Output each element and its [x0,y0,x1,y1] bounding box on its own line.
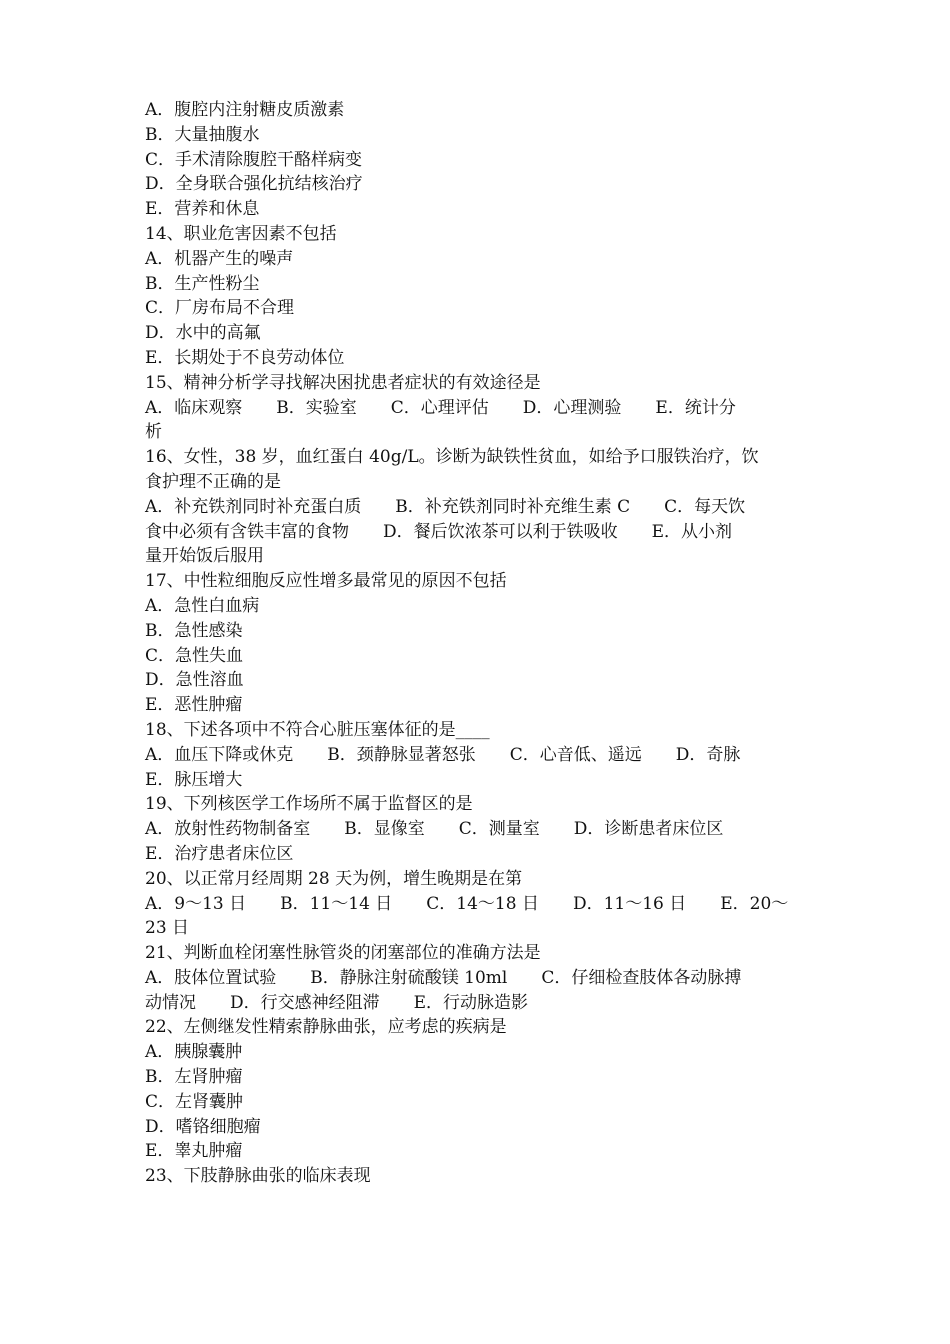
option-line: A．急性白血病 [145,595,260,616]
option-line: B．左肾肿瘤 [145,1067,243,1088]
option-line: A．胰腺囊肿 [145,1042,243,1063]
question-line: 食护理不正确的是 [145,471,281,492]
question-line: 15、精神分析学寻找解决困扰患者症状的有效途径是 [145,372,541,393]
question-line: 22、左侧继发性精索静脉曲张，应考虑的疾病是 [145,1017,507,1038]
option-line: A．补充铁剂同时补充蛋白质 B．补充铁剂同时补充维生素 C C．每天饮 [145,496,746,517]
option-line: A．机器产生的噪声 [145,248,294,269]
option-line: C．手术清除腹腔干酪样病变 [145,149,363,170]
option-line: A．腹腔内注射糖皮质激素 [145,100,345,120]
option-line: A．血压下降或休克 B．颈静脉显著怒张 C．心音低、遥远 D．奇脉 [145,744,741,765]
option-line: 量开始饭后服用 [145,546,264,567]
option-line: C．厂房布局不合理 [145,298,295,319]
question-line: 20、以正常月经周期 28 天为例，增生晚期是在第 [145,868,523,889]
option-line: A．肢体位置试验 B．静脉注射硫酸镁 10ml C．仔细检查肢体各动脉搏 [145,967,742,988]
option-line: A．放射性药物制备室 B．显像室 C．测量室 D．诊断患者床位区 [145,819,724,840]
question-line: 16、女性，38 岁，血红蛋白 40g/L。诊断为缺铁性贫血，如给予口服铁治疗，饮 [145,447,759,468]
option-line: B．生产性粉尘 [145,273,260,294]
option-line: E．治疗患者床位区 [145,843,294,864]
option-line: D．全身联合强化抗结核治疗 [145,174,363,195]
option-line: B．急性感染 [145,620,243,641]
question-line: 23、下肢静脉曲张的临床表现 [145,1166,371,1187]
option-line: E．恶性肿瘤 [145,695,243,716]
option-line: E．营养和休息 [145,199,260,220]
option-line: D．嗜铬细胞瘤 [145,1116,261,1137]
option-line: 23 日 [145,918,190,939]
option-line: 动情况 D．行交感神经阻滞 E．行动脉造影 [145,992,529,1013]
option-line: C．左肾囊肿 [145,1091,244,1112]
option-line: 析 [145,422,162,443]
option-line: E．脉压增大 [145,769,243,790]
option-line: D．水中的高氟 [145,323,261,344]
document-page [145,98,810,1189]
question-line: 17、中性粒细胞反应性增多最常见的原因不包括 [145,571,507,592]
option-line: B．大量抽腹水 [145,124,260,145]
question-line: 21、判断血栓闭塞性脉管炎的闭塞部位的准确方法是 [145,943,541,964]
option-line: 食中必须有含铁丰富的食物 D．餐后饮浓茶可以利于铁吸收 E．从小剂 [145,521,733,542]
question-line: 19、下列核医学工作场所不属于监督区的是 [145,794,473,815]
option-line: D．急性溶血 [145,670,244,691]
option-line: E．睾丸肿瘤 [145,1141,243,1162]
question-line: 18、下述各项中不符合心脏压塞体征的是____ [145,719,490,740]
option-line: E．长期处于不良劳动体位 [145,347,345,368]
option-line: A．9～13 日 B．11～14 日 C．14～18 日 D．11～16 日 E．20～ [145,893,789,914]
option-line: C．急性失血 [145,645,244,666]
question-line: 14、职业危害因素不包括 [145,223,337,244]
option-line: A．临床观察 B．实验室 C．心理评估 D．心理测验 E．统计分 [145,397,736,418]
